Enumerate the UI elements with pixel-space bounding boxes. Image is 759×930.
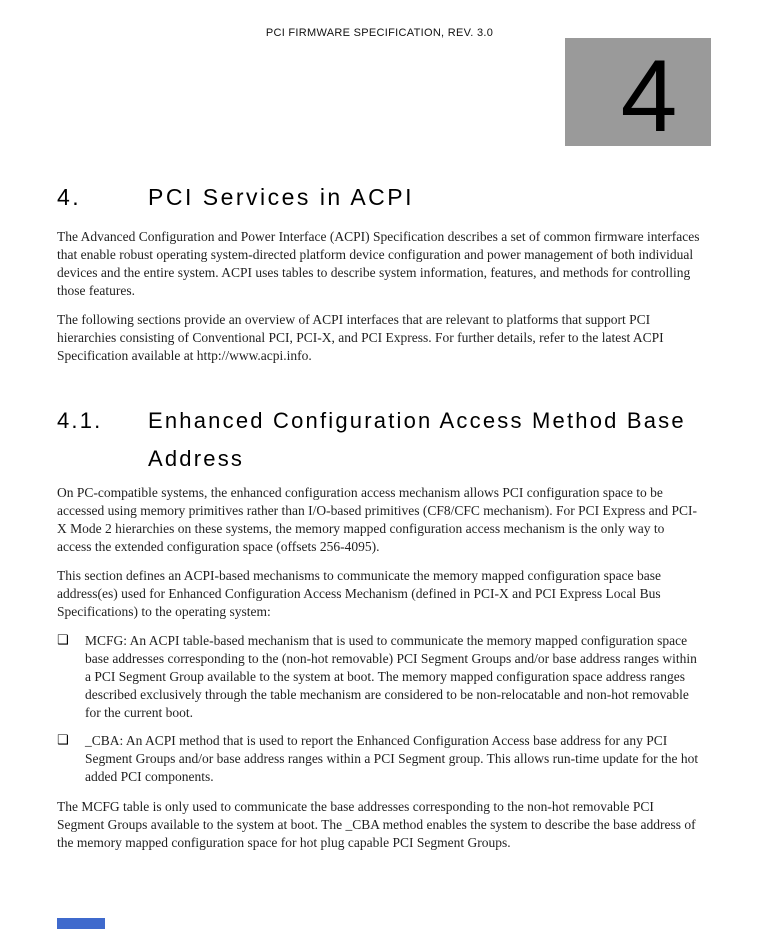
paragraph: The Advanced Configuration and Power Interface (ACPI) Specification describes a set of common firmware interfaces that enable robust operating system-directed platform device configuration and power management of both individual devices and the entire system. ACPI uses tables to describe system information, features, and methods for controlling those features. <box>57 229 700 299</box>
list-item-text: _CBA: An ACPI method that is used to report the Enhanced Configuration Access base address for any PCI Segment Groups and/or base address ranges within a PCI Segment group. This allows run-time update for the hot added PCI components. <box>85 733 699 785</box>
checkbox-bullet-icon: ❑ <box>57 633 69 649</box>
chapter-number: 4 <box>620 39 678 154</box>
header-title: PCI FIRMWARE SPECIFICATION, REV. 3.0 <box>265 27 494 39</box>
paragraph: The following sections provide an overview of ACPI interfaces that are relevant to platforms that support PCI hierarchies consisting of Conventional PCI, PCI-X, and PCI Express. For further details, refer to the latest ACPI Specification available at http://www.acpi.info. <box>57 312 664 364</box>
paragraph: This section defines an ACPI-based mechanisms to communicate the memory mapped configuration space base address(es) used for Enhanced Configuration Access Mechanism (defined in PCI-X and PCI Express Local Bus Specifications) to the operating system: <box>57 568 661 620</box>
section-title: PCI Services in ACPI <box>148 184 415 210</box>
link-annotation-box[interactable] <box>57 918 105 929</box>
chapter-number-badge <box>565 38 711 154</box>
list-item <box>57 732 700 786</box>
list-item-text: MCFG: An ACPI table-based mechanism that is used to communicate the memory mapped configuration space base addresses corresponding to the (non-hot removable) PCI Segment Groups and/or base address ranges within a PCI Segment Group available to the system at boot. The memory mapped configuration space address ranges described exclusively through the table mechanism are considered to be non-relocatable and non-hot removable for the current boot. <box>85 633 697 721</box>
section-heading <box>57 184 700 210</box>
document-body <box>0 184 759 852</box>
checkbox-bullet-icon: ❑ <box>57 733 69 749</box>
subsection-heading <box>57 402 700 477</box>
list-item <box>57 632 700 722</box>
paragraph: On PC-compatible systems, the enhanced configuration access mechanism allows PCI configuration space to be accessed using memory primitives rather than I/O-based primitives (CF8/CFC mechanism). For PCI Express and PCI-X Mode 2 hierarchies on these systems, the memory mapped configuration access mechanism is the only way to access the extended configuration space (offsets 256-4095). <box>57 485 698 555</box>
section-number: 4. <box>57 184 82 210</box>
subsection-number: 4.1. <box>57 408 103 434</box>
subsection-title: Enhanced Configuration Access Method Base Address <box>148 408 686 471</box>
paragraph: The MCFG table is only used to communicate the base addresses corresponding to the non-hot removable PCI Segment Groups available to the system at boot. The _CBA method enables the system to describe the base address of the memory mapped configuration space for hot plug capable PCI Segment Groups. <box>57 799 696 851</box>
bullet-list <box>57 632 700 786</box>
